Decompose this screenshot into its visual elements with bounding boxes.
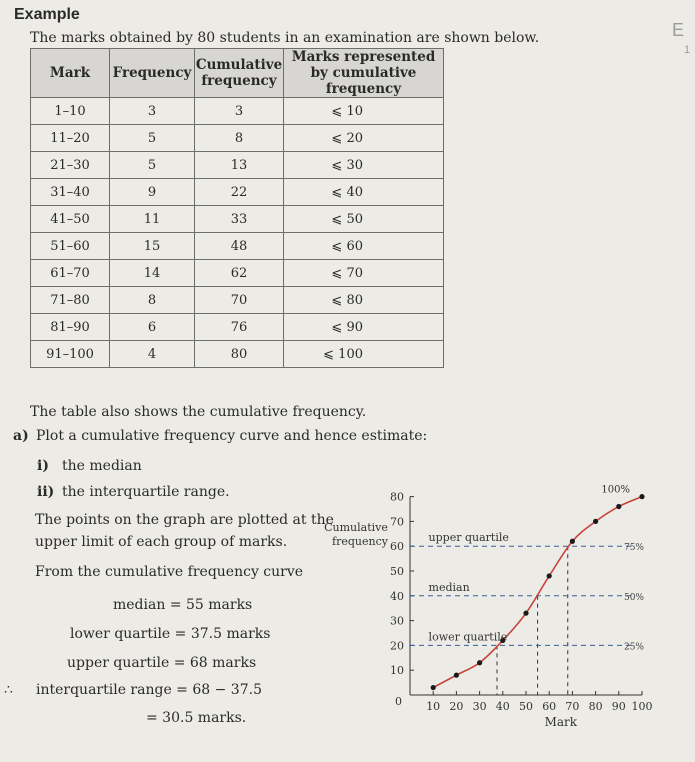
intro-text: The marks obtained by 80 students in an examination are shown below.	[30, 30, 540, 46]
x-tick-label: 100	[631, 700, 653, 713]
cell-mark: 1–10	[31, 98, 110, 125]
iqr-line: interquartile range = 68 − 37.5	[36, 682, 262, 698]
x-axis-label: Mark	[544, 715, 578, 729]
cell-represented: ⩽ 20	[284, 125, 444, 152]
cell-cumulative: 70	[195, 287, 284, 314]
cell-frequency: 15	[110, 233, 195, 260]
part-a-label: a)	[13, 428, 29, 444]
table-note: The table also shows the cumulative frequency.	[30, 404, 367, 420]
cell-represented: ⩽ 40	[284, 179, 444, 206]
cell-frequency: 6	[110, 314, 195, 341]
top-percent-label: 100%	[601, 484, 630, 496]
cell-mark: 81–90	[31, 314, 110, 341]
median-result: median = 55 marks	[113, 597, 253, 613]
x-tick-label: 30	[472, 700, 487, 713]
header-mark: Mark	[31, 49, 110, 98]
guide-label: median	[428, 580, 470, 594]
percent-label: 25%	[623, 642, 644, 653]
data-point	[454, 673, 459, 678]
cell-frequency: 3	[110, 98, 195, 125]
data-point	[547, 573, 552, 578]
cell-mark: 61–70	[31, 260, 110, 287]
points-line-1: The points on the graph are plotted at the	[35, 512, 334, 528]
cumulative-frequency-graph	[320, 475, 690, 745]
data-point	[593, 519, 598, 524]
y-tick-label: 40	[390, 589, 404, 603]
item-ii-text: the interquartile range.	[62, 484, 230, 500]
table-row	[31, 179, 444, 206]
table-header-row	[31, 49, 444, 98]
y-axis-label-line-2: frequency	[332, 535, 388, 548]
cell-frequency: 9	[110, 179, 195, 206]
from-curve-text: From the cumulative frequency curve	[35, 564, 304, 580]
x-tick-label: 50	[519, 700, 533, 713]
part-a-text: Plot a cumulative frequency curve and hence estimate:	[36, 428, 428, 444]
data-point	[477, 660, 482, 665]
cell-mark: 91–100	[31, 341, 110, 368]
y-tick-label: 80	[390, 490, 404, 504]
cell-cumulative: 13	[195, 152, 284, 179]
cell-cumulative: 48	[195, 233, 284, 260]
data-point	[431, 685, 436, 690]
x-tick-label: 70	[565, 700, 580, 713]
item-i-label: i)	[37, 458, 49, 474]
marks-table	[30, 48, 444, 368]
cell-mark: 51–60	[31, 233, 110, 260]
table-row	[31, 152, 444, 179]
y-tick-label: 10	[390, 664, 404, 678]
header-represented: Marks represented by cumulative frequency	[284, 49, 444, 98]
cell-represented: ⩽ 100	[284, 341, 444, 368]
cell-represented: ⩽ 80	[284, 287, 444, 314]
data-point	[523, 611, 528, 616]
cell-mark: 31–40	[31, 179, 110, 206]
header-frequency: Frequency	[110, 49, 195, 98]
item-i-text: the median	[62, 458, 142, 474]
table-row	[31, 125, 444, 152]
y-axis-label-line-1: Cumulative	[324, 521, 388, 534]
x-tick-label: 90	[611, 700, 626, 713]
example-heading: Example	[14, 6, 80, 23]
cell-mark: 41–50	[31, 206, 110, 233]
cell-represented: ⩽ 60	[284, 233, 444, 260]
x-tick-label: 80	[588, 700, 603, 713]
x-tick-label: 40	[495, 700, 510, 713]
table-row	[31, 206, 444, 233]
percent-label: 75%	[623, 543, 644, 554]
page-edge-letter: E	[672, 20, 685, 40]
cell-cumulative: 8	[195, 125, 284, 152]
table-row	[31, 287, 444, 314]
cell-frequency: 5	[110, 152, 195, 179]
guide-label: upper quartile	[428, 531, 509, 545]
cell-mark: 21–30	[31, 152, 110, 179]
x-tick-label: 60	[542, 700, 557, 713]
table-row	[31, 341, 444, 368]
page-edge-number: 1	[684, 44, 691, 56]
cell-frequency: 4	[110, 341, 195, 368]
header-cumulative: Cumulative frequency	[195, 49, 284, 98]
cell-cumulative: 22	[195, 179, 284, 206]
cell-represented: ⩽ 90	[284, 314, 444, 341]
cell-mark: 11–20	[31, 125, 110, 152]
origin-label: 0	[395, 695, 402, 708]
cell-cumulative: 76	[195, 314, 284, 341]
cell-represented: ⩽ 10	[284, 98, 444, 125]
cell-frequency: 14	[110, 260, 195, 287]
data-point	[616, 504, 621, 509]
upper-quartile-result: upper quartile = 68 marks	[67, 655, 257, 671]
iqr-result: = 30.5 marks.	[146, 710, 247, 726]
therefore-symbol: ∴	[4, 682, 13, 698]
y-tick-label: 30	[390, 614, 404, 628]
cell-cumulative: 62	[195, 260, 284, 287]
table-row	[31, 314, 444, 341]
y-tick-label: 50	[390, 565, 404, 578]
table-row	[31, 233, 444, 260]
cell-represented: ⩽ 70	[284, 260, 444, 287]
data-point	[639, 494, 644, 499]
x-tick-label: 10	[426, 700, 441, 713]
y-tick-label: 20	[390, 639, 404, 653]
y-tick-label: 70	[390, 515, 404, 529]
guide-label: lower quartile	[428, 630, 508, 644]
lower-quartile-result: lower quartile = 37.5 marks	[70, 626, 271, 642]
data-point	[570, 539, 575, 544]
item-ii-label: ii)	[37, 484, 55, 500]
table-row	[31, 260, 444, 287]
cell-frequency: 5	[110, 125, 195, 152]
cell-cumulative: 80	[195, 341, 284, 368]
percent-label: 50%	[623, 592, 644, 603]
cell-mark: 71–80	[31, 287, 110, 314]
cell-cumulative: 3	[195, 98, 284, 125]
cell-represented: ⩽ 50	[284, 206, 444, 233]
cell-frequency: 8	[110, 287, 195, 314]
table-row	[31, 98, 444, 125]
x-tick-label: 20	[449, 700, 464, 713]
y-tick-label: 60	[390, 540, 404, 554]
cell-frequency: 11	[110, 206, 195, 233]
cell-cumulative: 33	[195, 206, 284, 233]
points-line-2: upper limit of each group of marks.	[35, 534, 288, 550]
cell-represented: ⩽ 30	[284, 152, 444, 179]
